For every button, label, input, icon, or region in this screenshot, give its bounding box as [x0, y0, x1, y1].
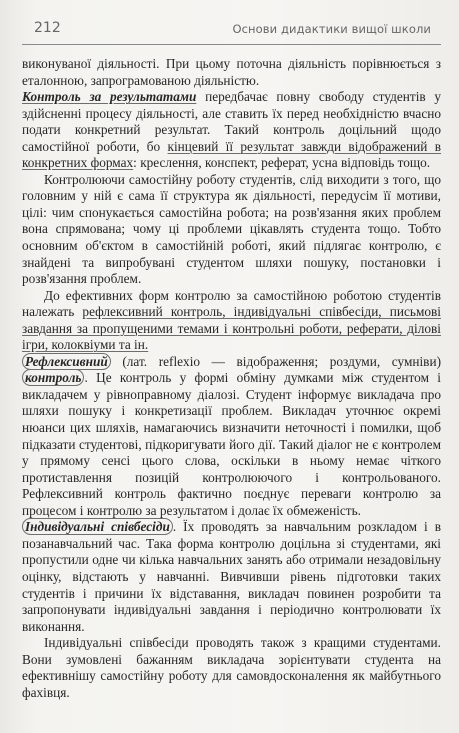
term-control: контроль — [22, 369, 84, 386]
paragraph-4-text-a: До ефективних форм контролю за самостійною роботою студентів належать — [22, 287, 441, 320]
page-header — [22, 18, 441, 45]
paragraph-1 — [22, 56, 441, 89]
term-results-control: Контроль за результатами — [22, 89, 197, 105]
paragraph-6-text: . Їх проводять за навчальним розкладом і в позанавчальний час. Така форма контролю доцільна зі студентами, які пропустили одне чи кілька навчальних занять або отримали незадовільну оцінку, відстають у навчанні. Вивчивши рівень підготовки таких студентів і причини їх відставання, викладач повинен розробити та запропонувати індивідуальні завдання і періодично контролювати їх виконання. — [22, 519, 441, 634]
running-head: Основи дидактики вищої школи — [232, 22, 431, 36]
paragraph-reflexive-control — [22, 354, 441, 519]
paragraph-best-students — [22, 635, 441, 701]
term-individual-interviews: Індивідуальні співбесіди — [22, 518, 173, 535]
term-reflexive: Рефлексивний — [22, 353, 111, 370]
underlined-final-result: кінцевий її результат завжди відображений в конкретних формах — [22, 138, 442, 171]
page-body — [22, 56, 441, 701]
paragraph-effective-forms — [22, 288, 441, 354]
paragraph-7-text: Індивідуальні співбесіди проводять також з кращими студентами. Вони зумовлені бажанням викладача зорієнтувати студента на ефективнішу самостійну роботу для самовдосконалення як майбутнього фахівця. — [22, 635, 441, 700]
paragraph-2-text-b: : креслення, конспект, реферат, усна відповідь тощо. — [133, 155, 431, 171]
paragraph-2-text-a: передбачає повну свободу студентів у здійсненні процесу діяльності, але ставить їх перед необхідністю вчасно подати конкретний результат. Такий контроль доцільний щодо самостійної роботи, бо — [22, 89, 442, 154]
paragraph-5-text-b: . Це контроль у формі обміну думками між студентом і викладачем у рівноправному діалозі. Студент інформує викладача про шляхи пошуку і конкретизації проблем. Викладач уточнює окремі нюанси цих шляхів, намагаючись визначити неточності і помилки, щоб підказати студентові, підкоригувати його дії. Такий діалог не є контролем у прямому сенсі цього слова, оскільки в ньому немає чіткого протиставлення позицій контролюючого і контрольованого. Рефлексивний контроль фактично поєднує переваги контролю за процесом і контролю за результатом і долає їх обмеженість. — [22, 370, 441, 518]
paragraph-3-text: Контролюючи самостійну роботу студентів, слід виходити з того, що головним у ній є сама її структура як діяльності, передусім її мотиви, цілі: чим спонукається самостійна робота; на розв'язання яких проблем вона спрямована; чому ці проблеми цікавлять студента тощо. Тобто основним об'єктом в самостійній роботі, який підлягає контролю, є знайдені та випробувані студентом шляхи пошуку, постановки і розв'язання проблем. — [22, 171, 441, 287]
paragraph-individual-interviews — [22, 519, 441, 635]
paragraph-5-text-a: (лат. reflexio — відображення; роздуми, сумніви) — [110, 353, 441, 369]
paragraph-1-text: виконуваної діяльності. При цьому поточна діяльність порівнюється з еталонною, запрограмованою діяльністю. — [22, 56, 441, 88]
paragraph-results-control — [22, 89, 441, 172]
underlined-forms-list: рефлексивний контроль, індивідуальні співбесіди, письмові завдання за пропущеними темами і контрольні роботи, реферати, ділові ігри, колоквіуми та ін. — [22, 304, 441, 353]
page-number: 212 — [34, 20, 61, 36]
paragraph-structure — [22, 172, 441, 288]
